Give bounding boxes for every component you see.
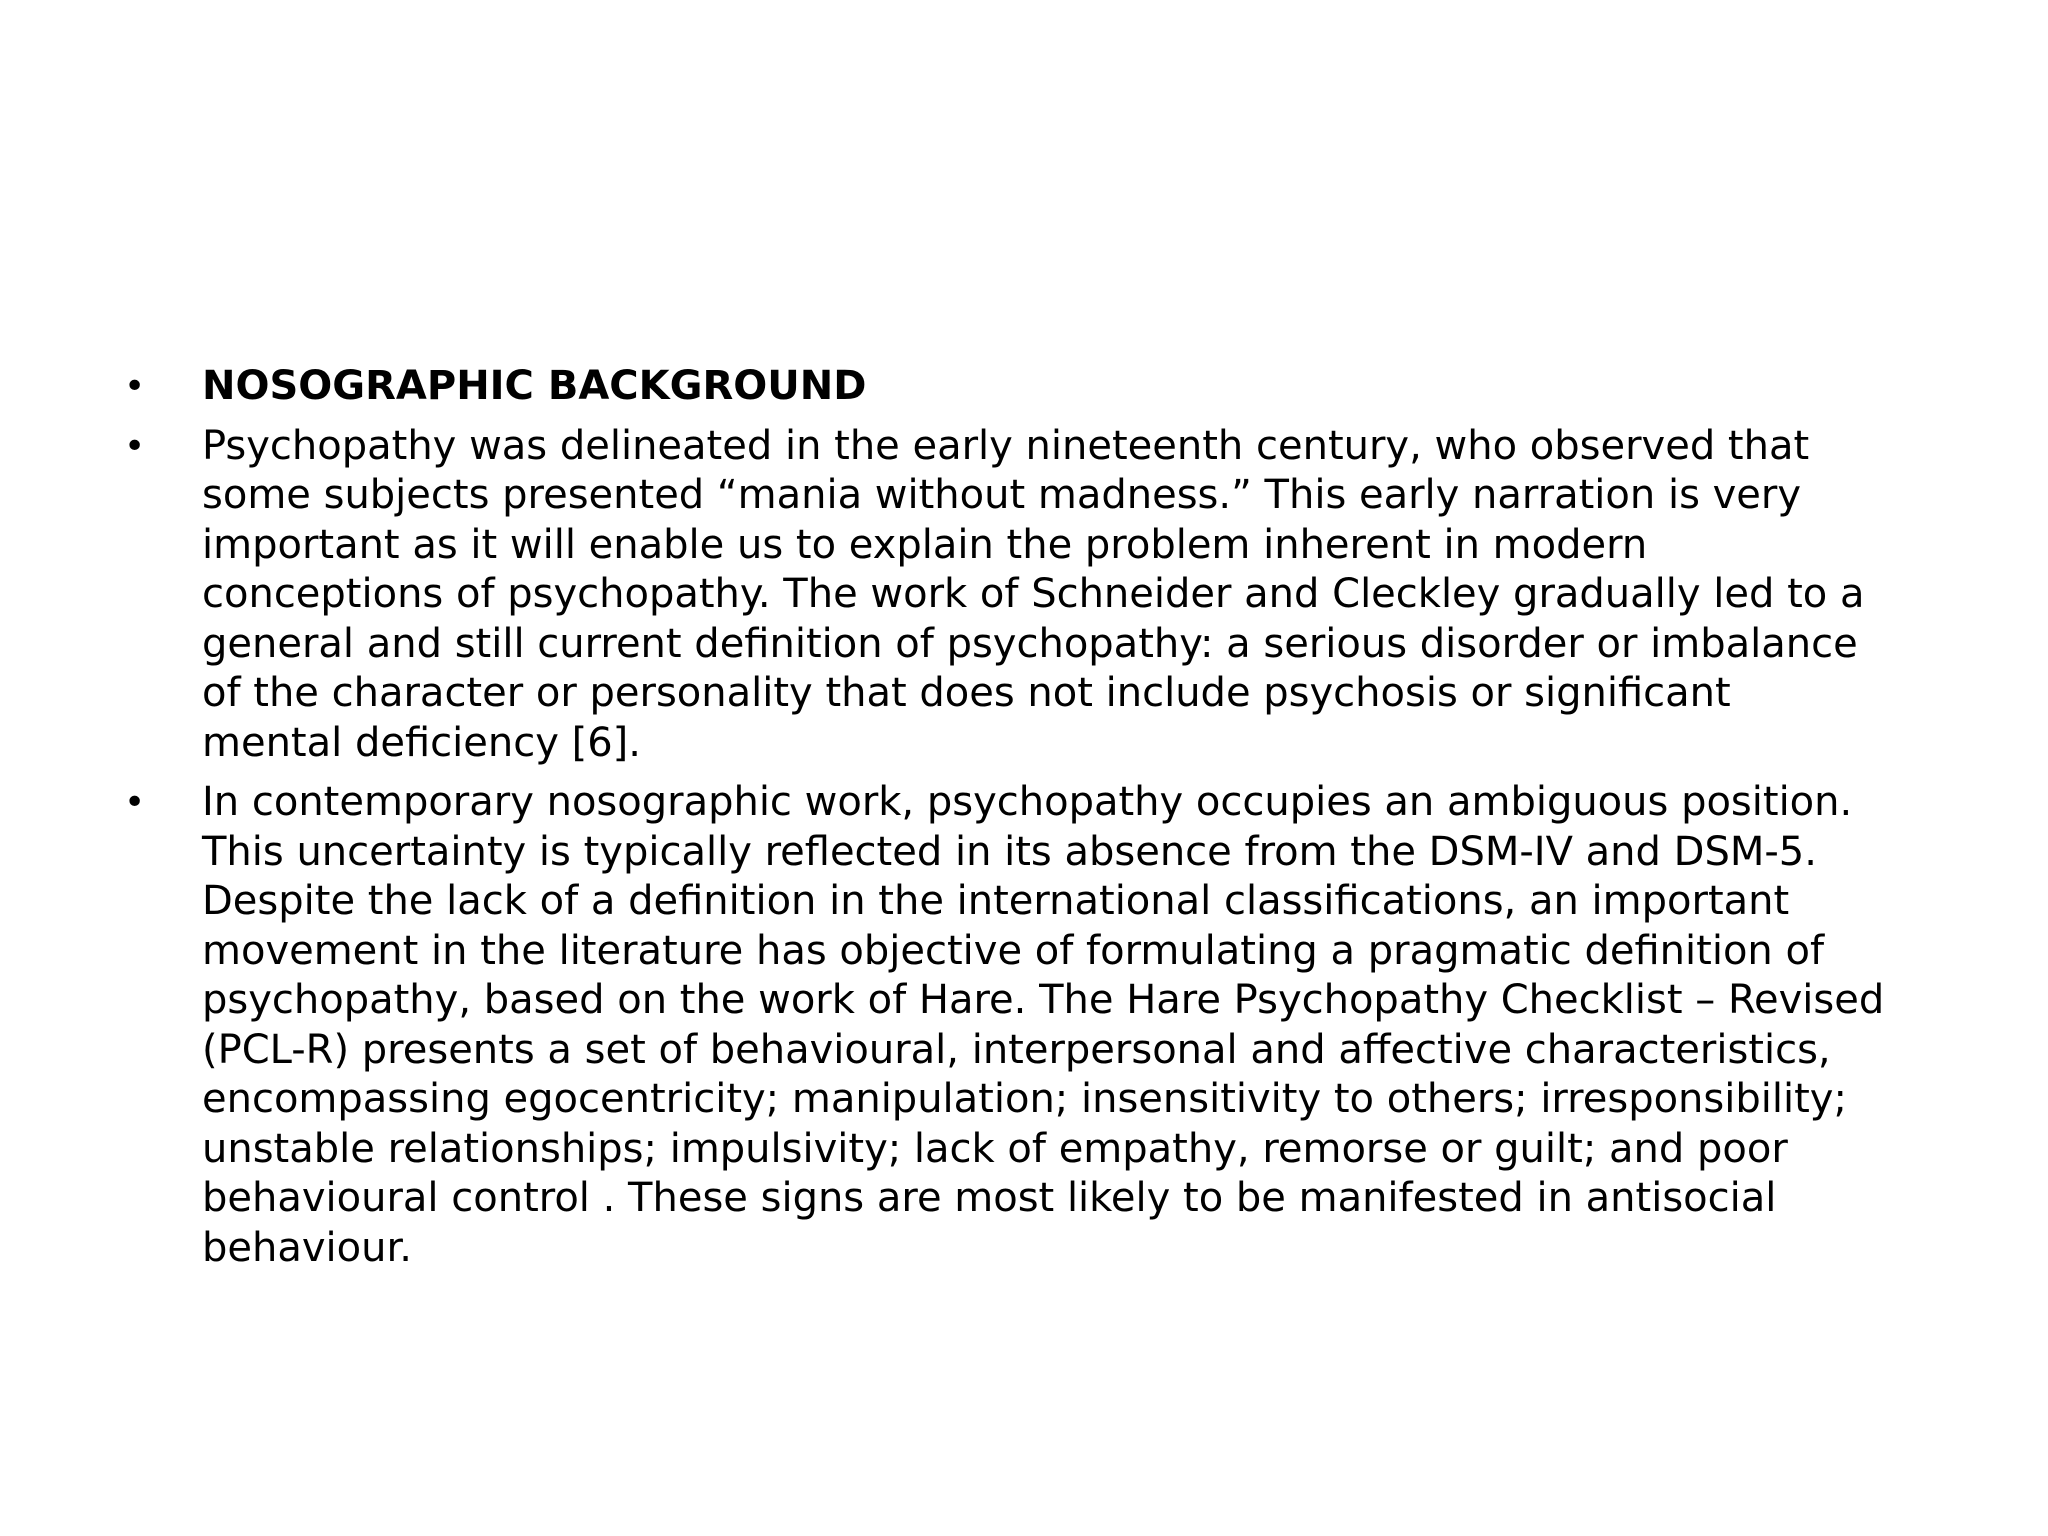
paragraph-history: Psychopathy was delineated in the early nineteenth century, who observed that some subjects presented “mania without madness.” This early narration is very important as it will enable us to explain the problem inherent in modern conceptions of psychopathy. The work of Schneider and Cleckley gradually led to a general and still current definition of psychopathy: a serious disorder or imbalance of the character or personality that does not include psychosis or significant mental deficiency [6]. bbox=[202, 422, 1865, 766]
bullet-item-history bbox=[120, 422, 1970, 769]
section-heading: NOSOGRAPHIC BACKGROUND bbox=[202, 363, 867, 409]
bullet-icon: • bbox=[124, 782, 146, 823]
bullet-item-contemporary bbox=[120, 778, 1970, 1273]
bullet-icon: • bbox=[124, 366, 146, 407]
bullet-item-heading bbox=[120, 362, 1970, 412]
paragraph-contemporary: In contemporary nosographic work, psychopathy occupies an ambiguous position. This uncertainty is typically reflected in its absence from the DSM-IV and DSM-5. Despite the lack of a definition in the international classifications, an important movement in the literature has objective of formulating a pragmatic definition of psychopathy, based on the work of Hare. The Hare Psychopathy Checklist – Revised (PCL-R) presents a set of behavioural, interpersonal and affective characteristics, encompassing egocentricity; manipulation; insensitivity to others; irresponsibility; unstable relationships; impulsivity; lack of empathy, remorse or guilt; and poor behavioural control . These signs are most likely to be manifested in antisocial behaviour. bbox=[202, 779, 1885, 1271]
bullet-list bbox=[120, 362, 1970, 1283]
bullet-icon: • bbox=[124, 425, 146, 467]
